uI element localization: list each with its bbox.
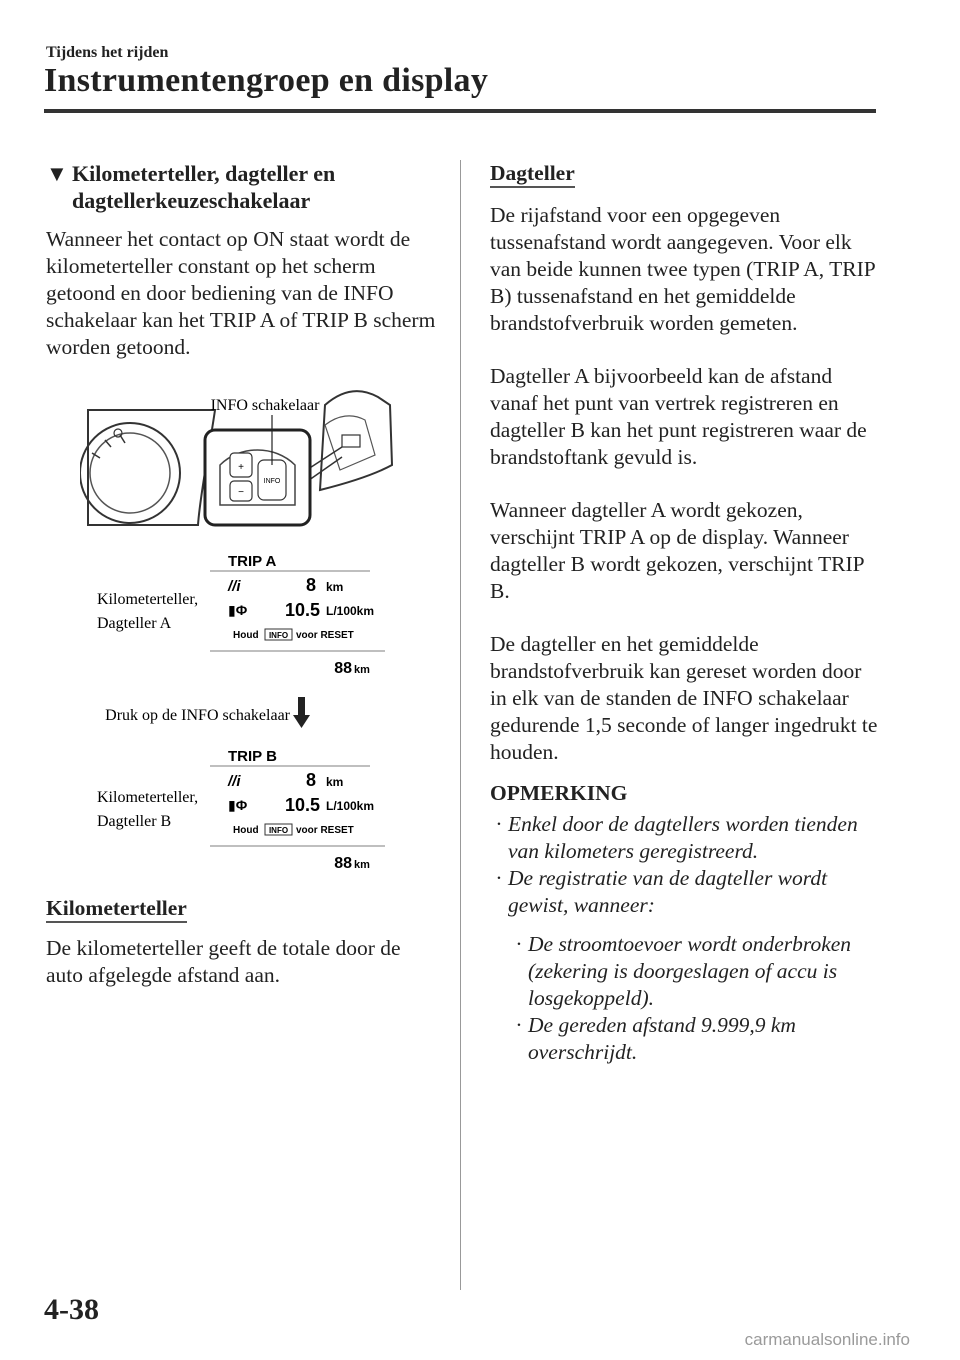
triangle-down-icon: ▼ (46, 161, 68, 186)
trip-a-distance-unit: km (326, 580, 344, 594)
fuel-consumption-icon: ▮Φ (228, 797, 248, 813)
note-subitem-2 (510, 1012, 880, 1066)
bullet-icon: · (495, 812, 503, 836)
panel-a-label-1: Kilometerteller, (97, 591, 199, 608)
trip-b-hold-button: INFO (268, 826, 289, 835)
info-switch-label: INFO schakelaar (210, 397, 320, 414)
trip-paragraph-4: De dagteller en het gemiddelde brandstofverbruik kan gereset worden door in elk van de standen de INFO schakelaar gedurende 1,5 seconde of langer ingedrukt te houden. (490, 632, 878, 764)
press-info-label: Druk op de INFO schakelaar (105, 707, 290, 724)
trip-paragraph-1: De rijafstand voor een opgegeven tussenafstand wordt aangegeven. Voor elk van beide kunnen twee typen (TRIP A, TRIP B) tussenafstand en het gemiddelde brandstofverbruik worden gemeten. (490, 203, 875, 335)
trip-b-consumption-unit: L/100km (326, 799, 375, 813)
bullet-icon: · (515, 1013, 523, 1037)
page-number: 4-38 (44, 1293, 99, 1326)
note-list (490, 811, 880, 1066)
fuel-consumption-icon: ▮Φ (228, 602, 248, 618)
trip-b-distance-unit: km (326, 775, 344, 789)
title-rule (44, 109, 876, 113)
panel-a-label-2: Dagteller A (97, 615, 172, 632)
trip-a-hold-prefix: Houd (233, 630, 259, 641)
switch-panel-illustration (205, 415, 310, 525)
trip-a-odo-value: 88 (334, 660, 352, 677)
trip-b-distance-value: 8 (305, 770, 316, 790)
trip-b-hold-prefix: Houd (233, 825, 259, 836)
note-subitem-1 (510, 931, 880, 1012)
trip-a-odo-unit: km (354, 664, 370, 676)
odometer-paragraph: De kilometerteller geeft de totale door de auto afgelegde afstand aan. (46, 936, 401, 987)
trip-distance-icon: //i (228, 578, 241, 595)
note-item-2-text: De registratie van de dagteller wordt gewist, wanneer: (508, 866, 828, 917)
trip-a-consumption-unit: L/100km (326, 604, 375, 618)
watermark: carmanualsonline.info (744, 1330, 910, 1349)
switch-info-label: INFO (263, 478, 281, 485)
trip-b-odo-value: 88 (334, 855, 352, 872)
trip-paragraph-2: Dagteller A bijvoorbeeld kan de afstand vanaf het punt van vertrek registreren en dagteller B kan het punt registreren waar de brandstoftank gevuld is. (490, 364, 867, 469)
page-title: Instrumentengroep en display (44, 62, 489, 99)
right-column (490, 160, 880, 1066)
trip-b-title: TRIP B (228, 748, 277, 765)
figure-illustration (80, 385, 460, 885)
panel-b-label-1: Kilometerteller, (97, 789, 199, 806)
trip-b-panel (210, 748, 385, 872)
trip-a-title: TRIP A (228, 553, 277, 570)
left-column (46, 160, 436, 361)
note-subitem-1-text: De stroomtoevoer wordt onderbroken (zekering is doorgeslagen of accu is losgekoppeld). (528, 932, 852, 1010)
trip-paragraph-3: Wanneer dagteller A wordt gekozen, verschijnt TRIP A op de display. Wanneer dagteller B wordt gekozen, verschijnt TRIP B. (490, 498, 864, 603)
odometer-heading: Kilometerteller (46, 895, 187, 923)
trip-a-hold-button: INFO (268, 631, 289, 640)
note-item-1 (490, 811, 880, 865)
note-item-1-text: Enkel door de dagtellers worden tienden van kilometers geregistreerd. (508, 812, 858, 863)
trip-b-consumption-value: 10.5 (284, 795, 320, 815)
note-subitem-2-text: De gereden afstand 9.999,9 km overschrijdt. (528, 1013, 796, 1064)
trip-a-consumption-value: 10.5 (284, 600, 320, 620)
trip-distance-icon: //i (228, 773, 241, 790)
trip-a-panel (210, 553, 385, 677)
bullet-icon: · (515, 932, 523, 956)
switch-plus-label: + (238, 462, 244, 473)
trip-b-hold-suffix: voor RESET (296, 825, 354, 836)
trip-b-odo-unit: km (354, 859, 370, 871)
odometer-section (46, 895, 436, 989)
subheading-line-1: Kilometerteller, dagteller en (72, 161, 336, 186)
section-label: Tijdens het rijden (46, 44, 169, 61)
subheading (46, 160, 436, 214)
note-item-2 (490, 865, 880, 919)
trip-a-hold-suffix: voor RESET (296, 630, 354, 641)
bullet-icon: · (495, 866, 503, 890)
figure (80, 385, 460, 885)
subheading-line-2: dagtellerkeuzeschakelaar (72, 188, 311, 213)
arrow-down-icon (293, 697, 310, 728)
column-divider (460, 160, 461, 1290)
switch-minus-label: − (238, 487, 244, 498)
trip-heading: Dagteller (490, 160, 575, 188)
intro-paragraph: Wanneer het contact op ON staat wordt de kilometerteller constant op het scherm getoond en door bediening van de INFO schakelaar kan het TRIP A of TRIP B scherm worden getoond. (46, 227, 436, 359)
panel-b-label-2: Dagteller B (97, 813, 172, 830)
trip-a-distance-value: 8 (305, 575, 316, 595)
note-title: OPMERKING (490, 781, 628, 805)
